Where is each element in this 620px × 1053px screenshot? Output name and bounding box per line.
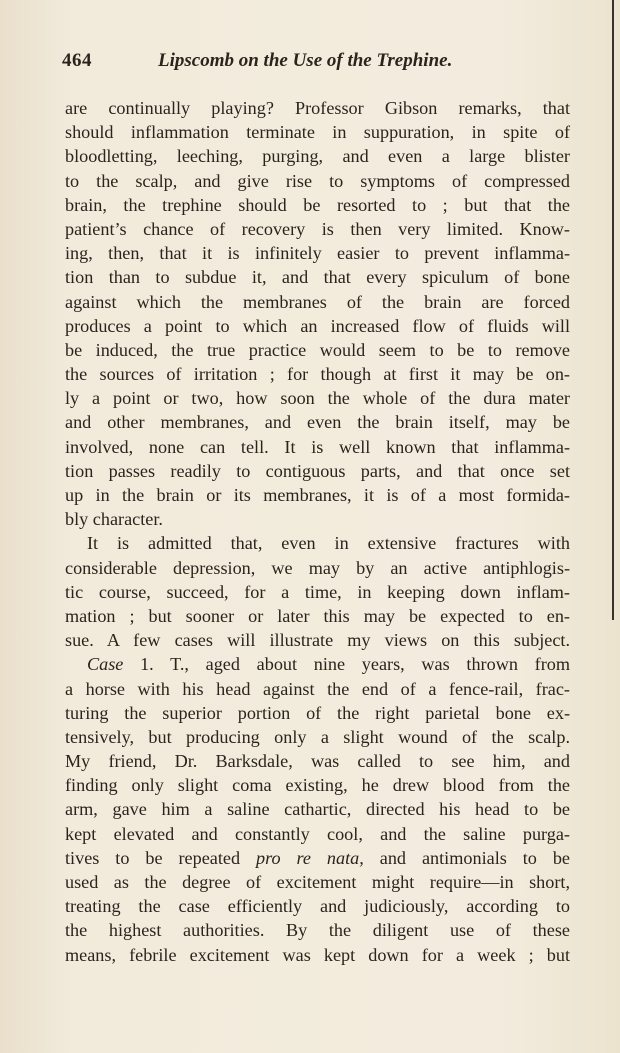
latin-phrase: pro re nata, bbox=[256, 847, 364, 868]
text-line: mation ; but sooner or later this may be expected to en- bbox=[65, 605, 570, 626]
text-line: turing the superior portion of the right parietal bone ex- bbox=[65, 702, 570, 723]
text-line: be induced, the true practice would seem to be to remove bbox=[65, 339, 570, 360]
text-line: the sources of irritation ; for though at first it may be on- bbox=[65, 364, 570, 385]
paragraph-1 bbox=[65, 96, 570, 531]
case-label: Case bbox=[87, 654, 124, 675]
text-line: produces a point to which an increased flow of fluids will bbox=[65, 315, 570, 336]
text-line bbox=[65, 652, 570, 676]
text-line: bloodletting, leeching, purging, and even a large blister bbox=[65, 146, 570, 167]
text-line: treating the case efficiently and judiciously, according to bbox=[65, 896, 570, 917]
text-line: tensively, but producing only a slight wound of the scalp. bbox=[65, 726, 570, 747]
text-line: tion passes readily to contiguous parts, and that once set bbox=[65, 460, 570, 481]
text-line: tic course, succeed, for a time, in keeping down inflam- bbox=[65, 581, 570, 602]
text-line: sue. A few cases will illustrate my views on this subject. bbox=[65, 630, 570, 651]
body-text bbox=[65, 96, 570, 967]
paragraph-3 bbox=[65, 652, 570, 966]
text-line: bly character. bbox=[65, 509, 163, 530]
text-segment: and antimonials to be bbox=[363, 847, 571, 868]
text-line bbox=[65, 846, 570, 870]
text-line: My friend, Dr. Barksdale, was called to see him, and bbox=[65, 751, 570, 772]
text-line: brain, the trephine should be resorted to ; but that the bbox=[65, 194, 570, 215]
text-line: ing, then, that it is infinitely easier to prevent inflamma- bbox=[65, 243, 570, 264]
text-line: up in the brain or its membranes, it is of a most formida- bbox=[65, 485, 570, 505]
text-line: to the scalp, and give rise to symptoms of compressed bbox=[65, 170, 570, 191]
text-line: It is admitted that, even in extensive fractures with bbox=[87, 533, 570, 554]
text-line: involved, none can tell. It is well known that inflamma- bbox=[65, 436, 570, 457]
text-line: arm, gave him a saline cathartic, directed his head to be bbox=[65, 799, 570, 820]
text-line: finding only slight coma existing, he drew blood from the bbox=[65, 775, 570, 796]
text-line: ly a point or two, how soon the whole of the dura mater bbox=[65, 388, 570, 409]
text-line: should inflammation terminate in suppuration, in spite of bbox=[65, 122, 570, 143]
text-line: used as the degree of excitement might require—in short, bbox=[65, 872, 570, 892]
text-line: and other membranes, and even the brain itself, may be bbox=[65, 412, 570, 433]
text-line: patient’s chance of recovery is then very limited. Know- bbox=[65, 218, 570, 239]
text-segment: tives to be repeated bbox=[65, 847, 256, 868]
paragraph-2 bbox=[65, 531, 570, 652]
text-line: considerable depression, we may by an active antiphlogis- bbox=[65, 557, 570, 578]
case-intro: 1. T., aged about nine years, was thrown from bbox=[123, 654, 570, 675]
page-number: 464 bbox=[62, 50, 92, 71]
text-line: are continually playing? Professor Gibson remarks, that bbox=[65, 98, 570, 118]
page-edge bbox=[612, 0, 614, 620]
page-header bbox=[62, 50, 562, 76]
text-line: means, febrile excitement was kept down for a week ; but bbox=[65, 944, 570, 965]
text-line: kept elevated and constantly cool, and the saline purga- bbox=[65, 823, 570, 844]
running-title: Lipscomb on the Use of the Trephine. bbox=[158, 50, 453, 71]
text-line: tion than to subdue it, and that every spiculum of bone bbox=[65, 267, 570, 288]
text-line: the highest authorities. By the diligent use of these bbox=[65, 920, 570, 941]
text-line: against which the membranes of the brain are forced bbox=[65, 291, 570, 312]
text-line: a horse with his head against the end of a fence-rail, frac- bbox=[65, 678, 570, 699]
